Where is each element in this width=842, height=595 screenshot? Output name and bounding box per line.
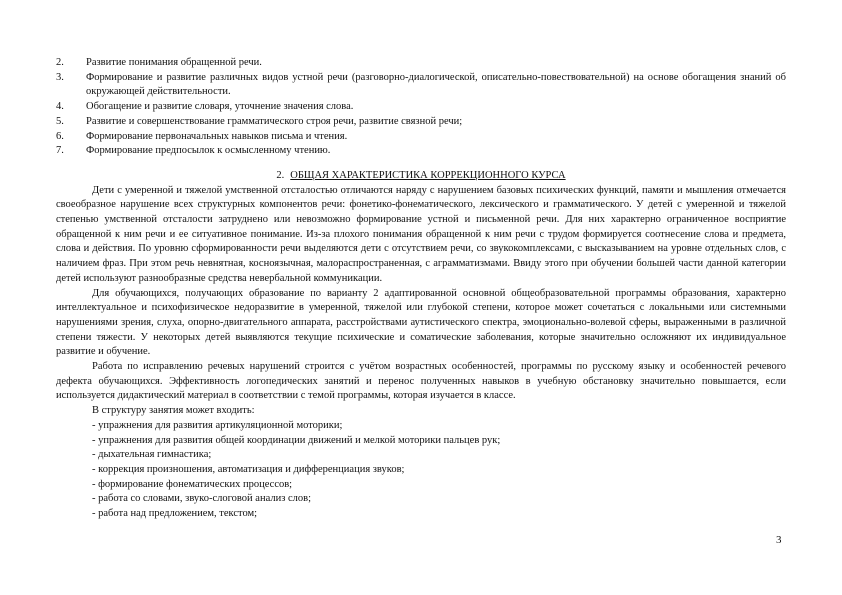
paragraph: Дети с умеренной и тяжелой умственной отсталостью отличаются наряду с нарушением базовых психических функций, памяти и мышления отмечается своеобразное нарушение всех структурных компонентов речи: фонетико-фонематического, лексического и грамматического. У детей с умеренной и тяжелой степенью умственной отсталости затруднено или невозможно формирование устной и письменной речи. Для них характерно ограниченное восприятие обращенной к ним речи и ее ситуативное понимание. Из-за плохого понимания обращенной к ним речи с трудом формируется соотнесение слова и предмета, слова и действия. По уровню сформированности речи выделяются дети с отсутствием речи, со звукокомплексами, с высказыванием на уровне отдельных слов, с наличием фраз. При этом речь невнятная, косноязычная, малораспространенная, с аграмматизмами. Ввиду этого при обучении большей части данной категории детей используют разнообразные средства невербальной коммуникации. [56, 184, 786, 284]
list-item: - коррекция произношения, автоматизация и дифференциация звуков; [92, 463, 405, 475]
list-item: - работа над предложением, текстом; [92, 508, 258, 520]
page-number: 3 [776, 534, 782, 546]
goals-list [56, 56, 786, 159]
structure-intro: В структуру занятия может входить: [92, 405, 255, 417]
list-item: 2. Развитие понимания обращенной речи. [56, 57, 262, 68]
paragraph: Работа по исправлению речевых нарушений строится с учётом возрастных особенностей, программы по русскому языку и особенностей речевого дефекта обучающихся. Эффективность логопедических занятий и перенос полученных навыков в учебную обстановку значительно повышается, если используется дидактический материал в соответствии с темой программы, которая изучается в классе. [56, 361, 786, 402]
section-title: ОБЩАЯ ХАРАКТЕРИСТИКА КОРРЕКЦИОННОГО КУРСА [290, 169, 566, 181]
list-item: - упражнения для развития общей координации движений и мелкой моторики пальцев рук; [92, 434, 501, 446]
section-heading [56, 169, 786, 184]
list-item: 7. Формирование предпосылок к осмысленному чтению. [56, 145, 331, 157]
list-item: 3. Формирование и развитие различных видов устной речи (разговорно-диалогической, описательно-повествовательной) на основе обогащения знаний об окружающей действительности. [56, 71, 786, 98]
list-item: - работа со словами, звуко-слоговой анализ слов; [92, 493, 311, 505]
list-item: 5. Развитие и совершенствование грамматического строя речи, развитие связной речи; [56, 115, 463, 127]
paragraph: Для обучающихся, получающих образование по варианту 2 адаптированной основной общеобразовательной программы образования, характерно интеллектуальное и психофизическое недоразвитие в умеренной, тяжелой или глубокой степени, которое может сочетаться с локальными или системными нарушениями зрения, слуха, опорно-двигательного аппарата, расстройствами аутистического спектра, эмоционально-волевой сферы, выраженными в различной степени тяжести. У некоторых детей выявляются текущие психические и соматические заболевания, которые значительно осложняют их индивидуальное развитие и обучение. [56, 287, 786, 358]
structure-list [56, 419, 786, 522]
document-page [56, 56, 786, 522]
list-item: - упражнения для развития артикуляционной моторики; [92, 419, 343, 431]
section-number: 2. [276, 169, 285, 181]
list-item: - формирование фонематических процессов; [92, 478, 293, 490]
list-item: 6. Формирование первоначальных навыков письма и чтения. [56, 130, 348, 142]
list-item: 4. Обогащение и развитие словаря, уточнение значения слова. [56, 101, 354, 113]
list-item: - дыхательная гимнастика; [92, 449, 212, 461]
